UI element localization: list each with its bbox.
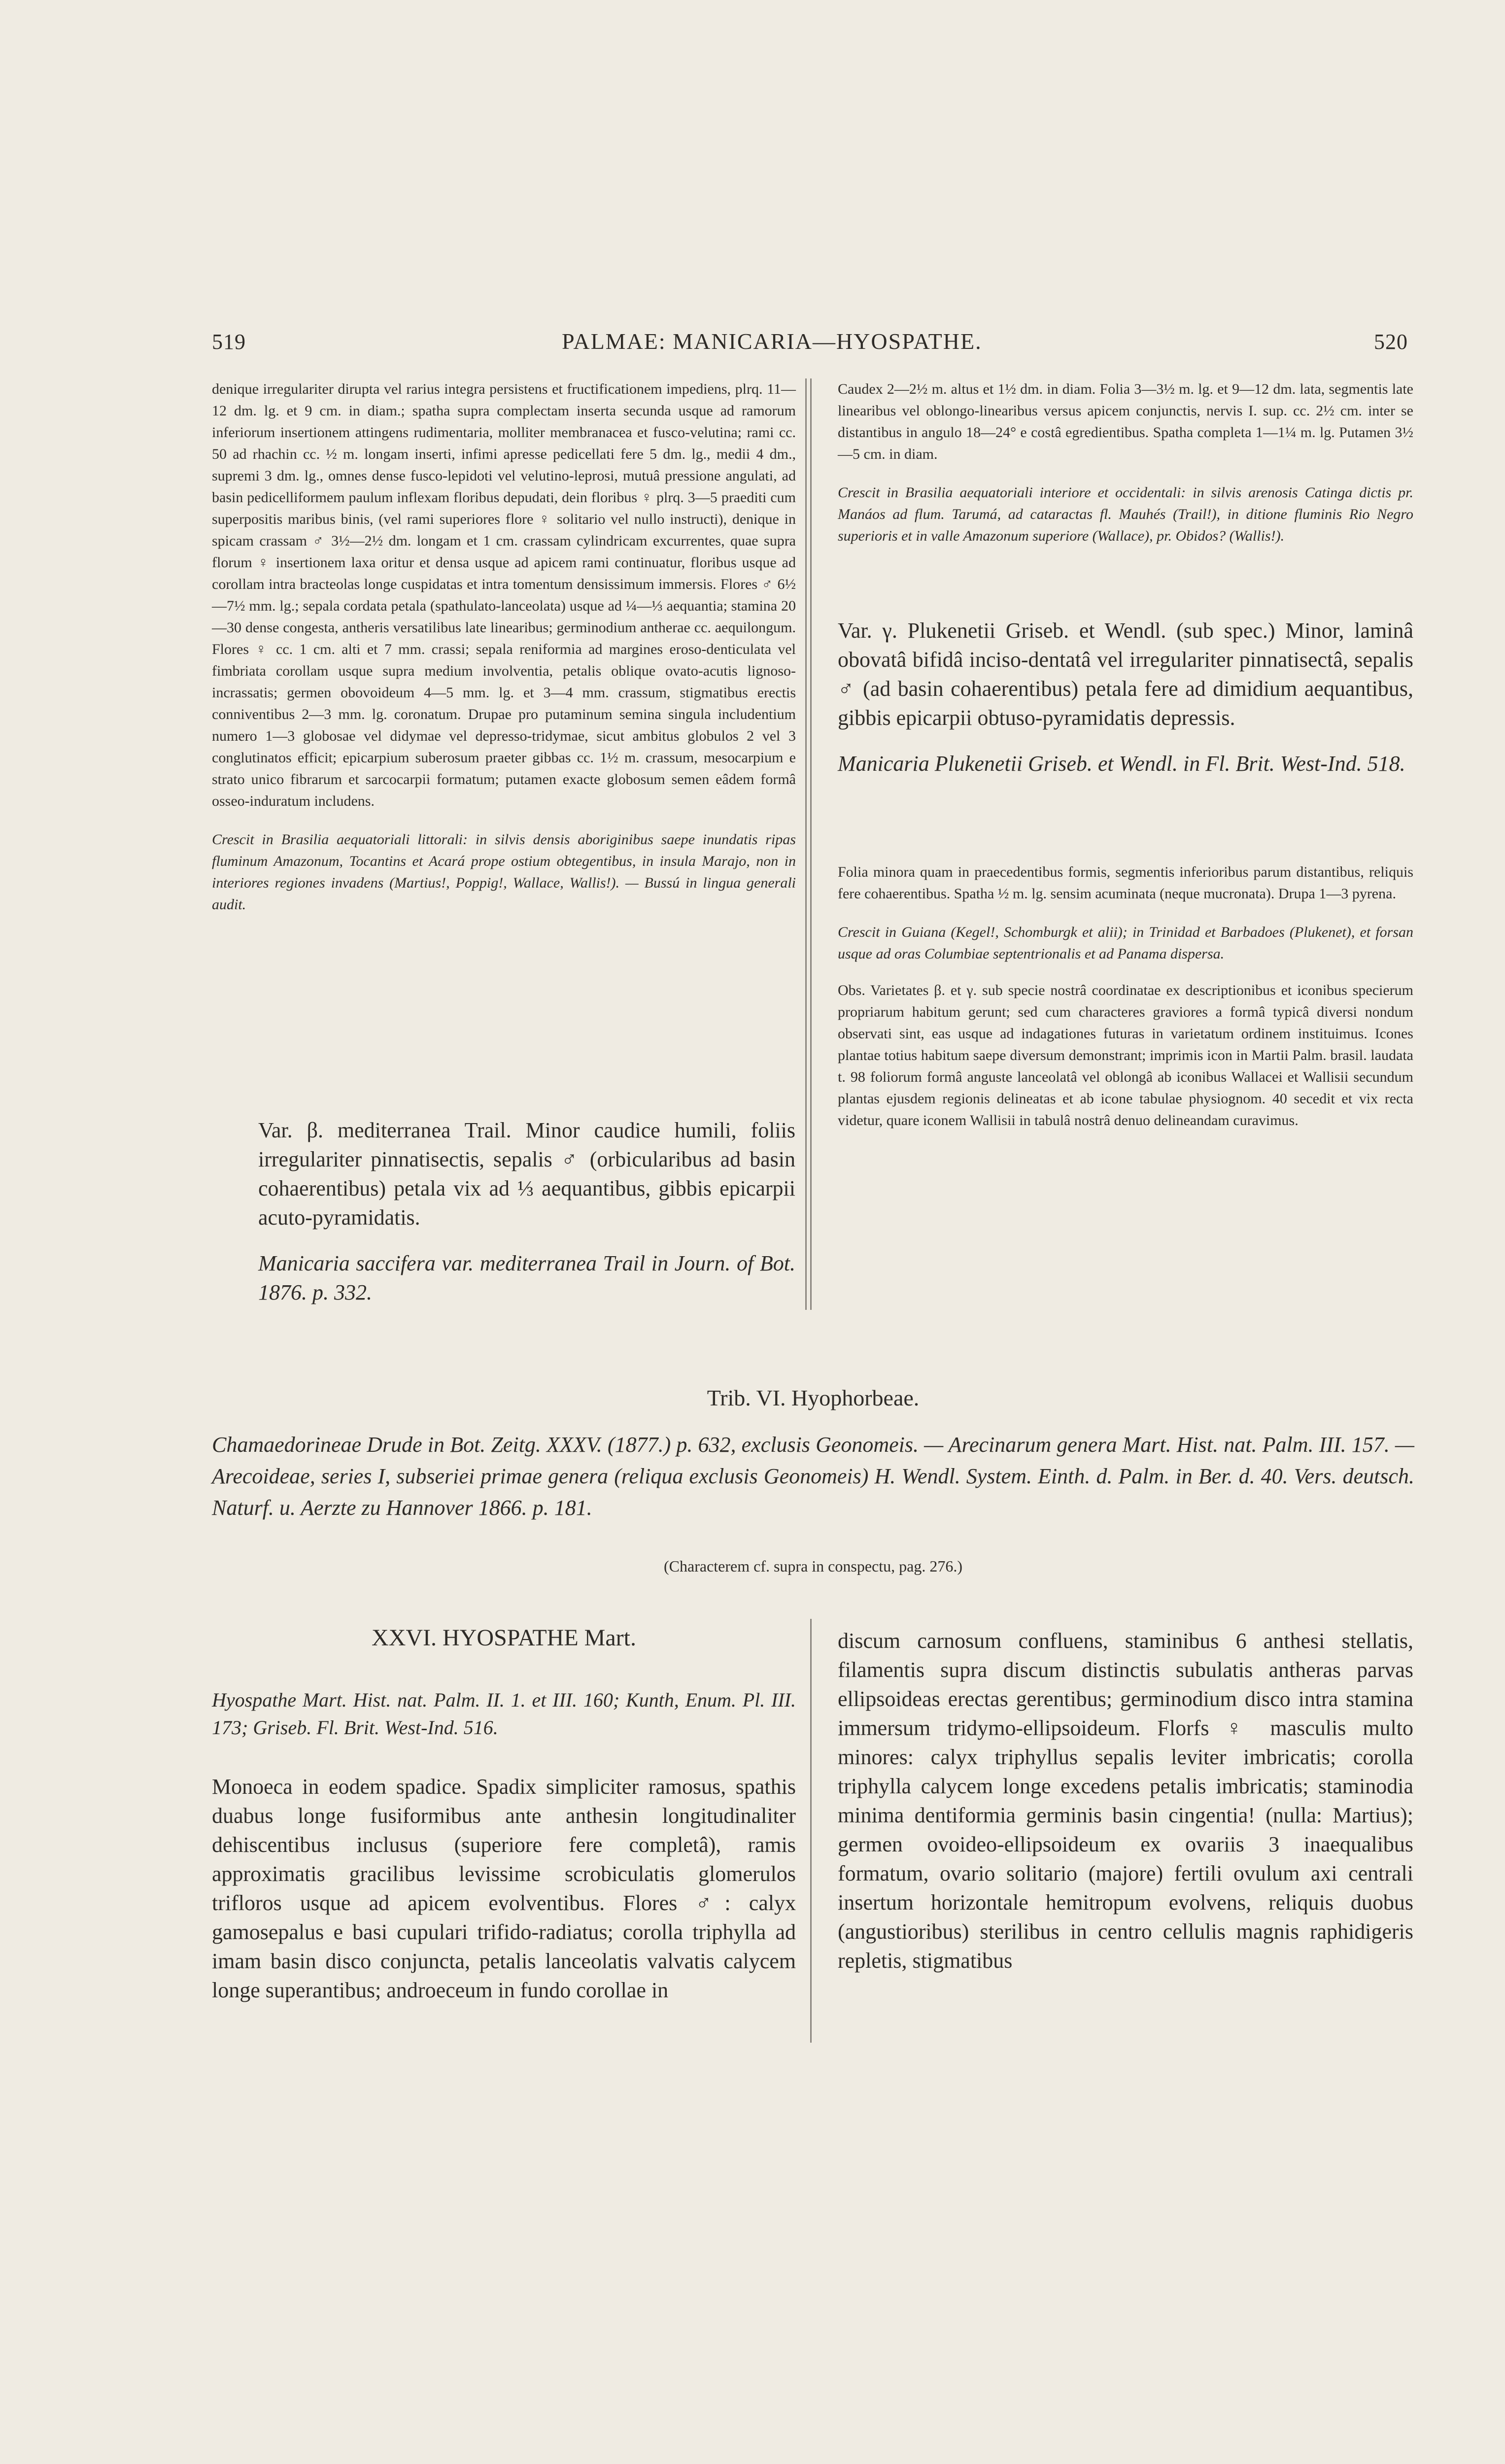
genus-description-left [212, 1772, 796, 2005]
distribution-paragraph: Crescit in Guiana (Kegel!, Schomburgk et alii); in Trinidad et Barbadoes (Plukenet), et forsan usque ad oras Columbiae septentrionalis et ad Panama dispersa. [838, 924, 1413, 962]
variety-gamma-notes [838, 861, 1413, 1131]
variety-beta-block [258, 1116, 795, 1307]
upper-left-column [212, 378, 796, 916]
folia-paragraph: Folia minora quam in praecedentibus formis, segmentis inferioribus parum distantibus, reliquis fere cohaerentibus. Spatha ½ m. lg. sensim acuminata (neque mucronata). Drupa 1—3 pyrena. [838, 864, 1413, 902]
distribution-paragraph: Crescit in Brasilia aequatoriali interiore et occidentali: in silvis arenosis Catinga dictis pr. Manáos ad flum. Tarumá, ad cataractas fl. Mauhés (Trail!), in ditione fluminis Rio Negro superioris et in valle Amazonum superiore (Wallace), pr. Obidos? (Wallis!). [838, 484, 1413, 544]
running-title: PALMAE: MANICARIA—HYOSPATHE. [562, 329, 982, 354]
genus-heading: XXVI. HYOSPATHE Mart. [372, 1625, 636, 1651]
genus-synonymy: Hyospathe Mart. Hist. nat. Palm. II. 1. et III. 160; Kunth, Enum. Pl. III. 173; Griseb. Fl. Brit. West-Ind. 516. [212, 1689, 796, 1739]
column-divider-line [810, 1619, 812, 2043]
species-description: denique irregulariter dirupta vel rarius integra persistens et fructificationem impediens, plrq. 11—12 dm. lg. et 9 cm. in diam.; spatha supra complectam inserta secunda usque ad ramorum inferiorum insertionem attingens rudimentaria, molliter membranacea et fusco-velutina; rami cc. 50 ad rhachin cc. ½ m. longam inserti, infimi apresse pedicellati fere 5 dm. lg., medii 4 dm., supremi 3 dm. lg., omnes dense fusco-lepidoti vel velutino-leprosi, mutuâ pressione angulati, ad basin pedicelliformem paulum inflexam floribus depudati, dein floribus ♀ plrq. 3—5 praediti cum superpositis maribus binis, (vel rami superiores flore ♀ solitario vel nullo instructi), denique in spicam crassam ♂ 3½—2½ dm. longam et 1 cm. crassam cylindricam excurrentes, quae supra florum ♀ insertionem laxa oritur et densa usque ad apicem rami continuatur, floribus usque ad corollam intra bracteolas longe cuspidatas et intra tomentum densissimum immersis. Flores ♂ 6½—7½ mm. lg.; sepala cordata petala (spathulato-lanceolata) usque ad ¼—⅓ aequantia; stamina 20—30 dense congesta, antheris versatilibus late linearibus; germinodium antherae cc. aequilongum. Flores ♀ cc. 1 cm. alti et 7 mm. crassi; sepala reniformia ad margines eroso-denticulata vel fimbriata corollam usque supra medium involventia, petalis oblique ovato-acutis lignoso-incrassatis; germen obovoideum 4—5 mm. lg. et 3—4 mm. crassum, stigmatibus erectis conniventibus 2—3 mm. lg. coronatum. Drupae pro putaminum semina singula includentium numero 1—3 globosae vel didymae vel depresso-tridymae, sicut ambitus globulos 2 vel 3 conglutinatos efficit; epicarpium suberosum praeter gibbas cc. 1½ m. crassum, mesocarpium e strato unico fibrarum et sarcocarpii formatum; putamen exacte globosum semen eâdem formâ osseo-induratum includens. [212, 381, 796, 809]
caudex-paragraph: Caudex 2—2½ m. altus et 1½ dm. in diam. Folia 3—3½ m. lg. et 9—12 dm. lata, segmentis late linearibus vel oblongo-linearibus versus apicem conjunctis, nervis I. sup. cc. 2½ cm. inter se distantibus in angulo 18—24° e costâ egredientibus. Spatha completa 1—1¼ m. lg. Putamen 3½—5 cm. in diam. [838, 381, 1413, 462]
genus-description-right [838, 1626, 1413, 1975]
tribe-note: (Characterem cf. supra in conspectu, pag. 276.) [664, 1557, 962, 1575]
genus-description-text: Monoeca in eodem spadice. Spadix simpliciter ramosus, spathis duabus longe fusiformibus ante anthesin longitudinaliter dehiscentibus inclusus (superiore fere completâ), ramis approximatis gracilibus levissime scrobiculatis glomerulos trifloros usque ad apicem evolventibus. Flores ♂: calyx gamosepalus e basi cupulari trifido-radiatus; corolla triphylla ad imam basin disco conjuncta, petalis lanceolatis valvatis calycem longe superantibus; androeceum in fundo corollae in [212, 1775, 796, 2002]
observation-paragraph: Obs. Varietates β. et γ. sub specie nostrâ coordinatae ex descriptionibus et iconibus specierum propriarum habitum gerunt; sed cum characteres graviores a formâ typicâ diversi nondum observati sint, eas usque ad indagationes futuras in varietatum ordinem instituimus. Icones plantae totius habitum saepe diversum demonstrant; imprimis icon in Martii Palm. brasil. laudata t. 98 foliorum formâ anguste lanceolatâ vel oblongâ ab iconibus Wallacei et Wallisii secundum plantas ejusdem regionis delineatas et ab icone tabulae physiognom. 40 secedit et vix recta videtur, quare iconem Wallisii in tabulâ nostrâ denuo delineandam curavimus. [838, 982, 1413, 1129]
page-number-right: 520 [1374, 330, 1408, 354]
variety-beta-text: Var. β. mediterranea Trail. Minor caudice humili, foliis irregulariter pinnatisectis, sepalis ♂ (orbicularibus ad basin cohaerentibus) petala vix ad ⅓ aequantibus, gibbis epicarpii acuto-pyramidatis. [258, 1118, 795, 1230]
page-number-left: 519 [212, 330, 246, 354]
variety-gamma-reference: Manicaria Plukenetii Griseb. et Wendl. in Fl. Brit. West-Ind. 518. [838, 752, 1405, 776]
variety-gamma-block [838, 616, 1413, 778]
column-divider-line [810, 378, 812, 1310]
column-divider-line [805, 378, 807, 1310]
upper-right-column [838, 378, 1413, 547]
genus-description-text: discum carnosum confluens, staminibus 6 anthesi stellatis, filamentis supra discum distinctis subulatis antheras parvas ellipsoideas erectas gerentibus; germinodium disco intra stamina immersum tridymo-ellipsoideum. Florfs ♀ masculis multo minores: calyx triphyllus sepalis leviter imbricatis; corolla triphylla calycem longe excedens petalis imbricatis; staminodia minima dentiformia germinis basin cingentia! (nulla: Martius); germen ovoideo-ellipsoideum ex ovariis 3 inaequalibus formatum, ovario solitario (majore) fertili ovulum axi centrali insertum horizontale hemitropum evolvens, reliquis duobus (angustioribus) sterilibus in centro cellulis magnis raphidigeris repletis, stigmatibus [838, 1629, 1413, 1973]
tribe-synonymy: Chamaedorineae Drude in Bot. Zeitg. XXXV. (1877.) p. 632, exclusis Geonomeis. — Arecinarum genera Mart. Hist. nat. Palm. III. 157. — Arecoideae, series I, subseriei primae genera (reliqua exclusis Geonomeis) H. Wendl. System. Einth. d. Palm. in Ber. d. 40. Vers. deutsch. Naturf. u. Aerzte zu Hannover 1866. p. 181. [212, 1433, 1414, 1520]
variety-gamma-text: Var. γ. Plukenetii Griseb. et Wendl. (sub spec.) Minor, laminâ obovatâ bifidâ inciso-dentatâ vel irregulariter pinnatisectâ, sepalis ♂ (ad basin cohaerentibus) petala fere ad dimidium aequantibus, gibbis epicarpii obtuso-pyramidatis depressis. [838, 618, 1413, 730]
variety-beta-reference: Manicaria saccifera var. mediterranea Trail in Journ. of Bot. 1876. p. 332. [258, 1251, 795, 1304]
distribution-paragraph: Crescit in Brasilia aequatoriali littorali: in silvis densis aboriginibus saepe inundatis ripas fluminum Amazonum, Tocantins et Acará prope ostium obtegentibus, in insula Marajo, non in interiores regiones invadens (Martius!, Poppig!, Wallace, Wallis!). — Bussú in lingua generali audit. [212, 831, 796, 913]
tribe-heading: Trib. VI. Hyophorbeae. [707, 1385, 920, 1410]
